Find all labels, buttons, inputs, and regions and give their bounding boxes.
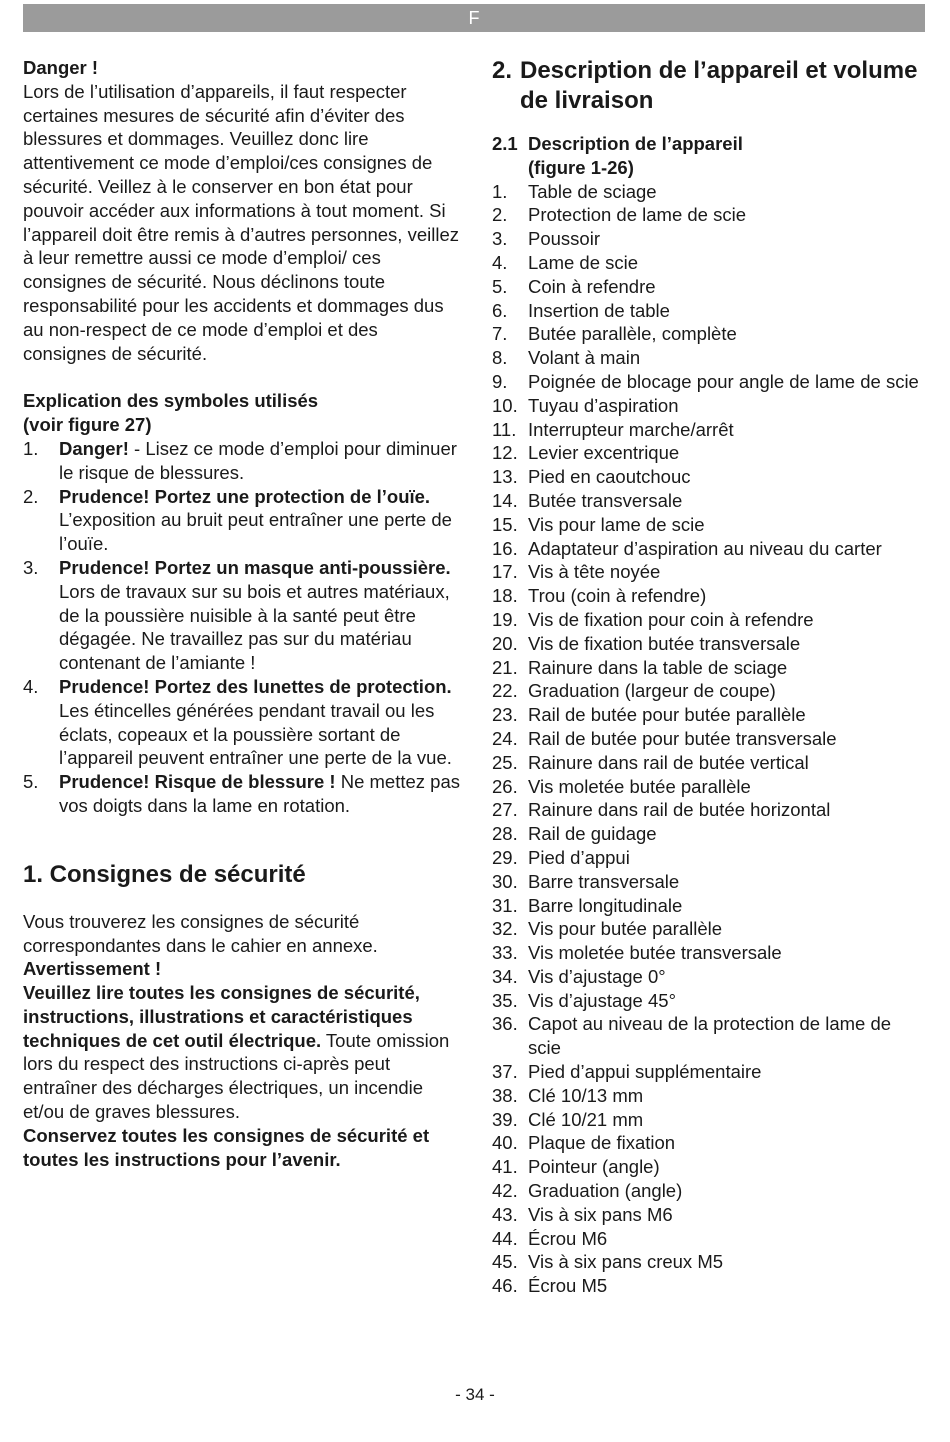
language-label: F xyxy=(468,8,480,28)
warning-paragraph xyxy=(23,981,463,1124)
symbol-number: 1. xyxy=(23,437,39,459)
parts-list-number: 35. xyxy=(492,989,518,1011)
parts-list-number: 31. xyxy=(492,894,518,916)
parts-list-number: 26. xyxy=(492,775,518,797)
parts-list-label: Graduation (largeur de coupe) xyxy=(528,680,776,702)
parts-list-item xyxy=(492,822,922,846)
symbol-number: 5. xyxy=(23,771,39,793)
parts-list-item xyxy=(492,1084,922,1108)
parts-list-label: Vis à six pans creux M5 xyxy=(528,1251,724,1273)
symbol-text: - Lisez ce mode d’emploi pour diminuer le risque de blessures. xyxy=(59,437,457,483)
parts-list-item xyxy=(492,1108,922,1132)
parts-list-number: 1. xyxy=(492,180,508,202)
symbol-text: Les étincelles générées pendant travail ou les éclats, copeaux et la poussière sortant de l’appareil peuvent entraîner une perte de la vue. xyxy=(59,699,452,769)
parts-list-item xyxy=(492,798,922,822)
symbol-number: 4. xyxy=(23,675,39,697)
parts-list-number: 3. xyxy=(492,228,508,250)
parts-list-item xyxy=(492,227,922,251)
parts-list-label: Rail de butée pour butée parallèle xyxy=(528,704,806,726)
parts-list-label: Vis pour lame de scie xyxy=(528,513,705,535)
parts-list-label: Clé 10/21 mm xyxy=(528,1108,644,1130)
parts-list-label: Capot au niveau de la protection de lame de scie xyxy=(528,1013,892,1059)
parts-list-number: 21. xyxy=(492,656,518,678)
parts-list-label: Tuyau d’aspiration xyxy=(528,394,679,416)
parts-list-item xyxy=(492,870,922,894)
parts-list-item xyxy=(492,346,922,370)
section-1-intro: Vous trouverez les consignes de sécurité correspondantes dans le cahier en annexe. xyxy=(23,910,378,956)
parts-list-label: Butée parallèle, complète xyxy=(528,323,737,345)
symbol-bold: Prudence! Portez des lunettes de protection. xyxy=(59,675,452,697)
parts-list-label: Rainure dans rail de butée horizontal xyxy=(528,799,831,821)
parts-list-number: 32. xyxy=(492,918,518,940)
parts-list-item xyxy=(492,679,922,703)
parts-list-item xyxy=(492,941,922,965)
parts-list-label: Rainure dans la table de sciage xyxy=(528,656,788,678)
parts-list-label: Insertion de table xyxy=(528,299,670,321)
parts-list-number: 34. xyxy=(492,965,518,987)
parts-list-number: 43. xyxy=(492,1203,518,1225)
symbol-item xyxy=(23,437,463,485)
parts-list-item xyxy=(492,632,922,656)
parts-list-item xyxy=(492,1131,922,1155)
parts-list-label: Graduation (angle) xyxy=(528,1180,683,1202)
parts-list-number: 5. xyxy=(492,275,508,297)
parts-list-label: Coin à refendre xyxy=(528,275,656,297)
symbols-title: Explication des symboles utilisés (voir figure 27) xyxy=(23,390,319,436)
parts-list-item xyxy=(492,489,922,513)
parts-list-number: 36. xyxy=(492,1013,518,1035)
parts-list-item xyxy=(492,560,922,584)
parts-list-item xyxy=(492,1203,922,1227)
warning-text: Toute omission lors du respect des instructions ci-après peut entraîner des décharges électriques, un incendie et/ou de graves blessures. xyxy=(23,1029,450,1123)
parts-list-label: Rail de guidage xyxy=(528,823,657,845)
parts-list-label: Pied d’appui xyxy=(528,846,630,868)
parts-list-number: 45. xyxy=(492,1251,518,1273)
parts-list-number: 37. xyxy=(492,1061,518,1083)
parts-list xyxy=(492,180,922,1298)
parts-list-item xyxy=(492,608,922,632)
parts-list-item xyxy=(492,1060,922,1084)
parts-list-label: Protection de lame de scie xyxy=(528,204,747,226)
parts-list-item xyxy=(492,441,922,465)
parts-list-label: Poignée de blocage pour angle de lame de scie xyxy=(528,370,919,392)
parts-list-item xyxy=(492,370,922,394)
parts-list-item xyxy=(492,299,922,323)
symbol-text: Lors de travaux sur su bois et autres matériaux, de la poussière nuisible à la santé peut être dégagée. Ne travaillez pas sur du matériau contenant de l’amiante ! xyxy=(59,580,450,674)
parts-list-number: 28. xyxy=(492,823,518,845)
parts-list-number: 30. xyxy=(492,870,518,892)
parts-list-label: Poussoir xyxy=(528,228,600,250)
symbol-item xyxy=(23,770,463,818)
parts-list-label: Lame de scie xyxy=(528,251,639,273)
parts-list-item xyxy=(492,203,922,227)
parts-list-item xyxy=(492,846,922,870)
parts-list-item xyxy=(492,703,922,727)
parts-list-number: 29. xyxy=(492,846,518,868)
parts-list-number: 33. xyxy=(492,942,518,964)
parts-list-number: 4. xyxy=(492,251,508,273)
subsection-2-1-heading xyxy=(492,132,922,180)
parts-list-label: Écrou M5 xyxy=(528,1275,608,1297)
parts-list-item xyxy=(492,965,922,989)
parts-list-number: 6. xyxy=(492,299,508,321)
parts-list-item xyxy=(492,465,922,489)
parts-list-item xyxy=(492,917,922,941)
parts-list-label: Levier excentrique xyxy=(528,442,680,464)
parts-list-item xyxy=(492,727,922,751)
parts-list-item xyxy=(492,656,922,680)
parts-list-label: Volant à main xyxy=(528,347,641,369)
parts-list-number: 40. xyxy=(492,1132,518,1154)
parts-list-item xyxy=(492,1250,922,1274)
parts-list-number: 41. xyxy=(492,1156,518,1178)
symbol-item xyxy=(23,556,463,675)
parts-list-item xyxy=(492,1012,922,1060)
parts-list-item xyxy=(492,537,922,561)
right-column xyxy=(492,56,922,1298)
symbol-bold: Danger! xyxy=(59,437,129,459)
page-number: - 34 - xyxy=(455,1385,495,1404)
parts-list-label: Vis de fixation butée transversale xyxy=(528,632,801,654)
parts-list-label: Vis d’ajustage 0° xyxy=(528,965,666,987)
parts-list-label: Barre transversale xyxy=(528,870,680,892)
parts-list-label: Barre longitudinale xyxy=(528,894,683,916)
parts-list-item xyxy=(492,584,922,608)
parts-list-label: Pied d’appui supplémentaire xyxy=(528,1061,762,1083)
parts-list-number: 8. xyxy=(492,347,508,369)
symbol-bold: Prudence! Portez une protection de l’ouïe. xyxy=(59,485,431,507)
subsection-title: Description de l’appareil (figure 1-26) xyxy=(528,133,743,178)
parts-list-label: Vis d’ajustage 45° xyxy=(528,989,676,1011)
parts-list-number: 10. xyxy=(492,394,518,416)
parts-list-number: 25. xyxy=(492,751,518,773)
parts-list-label: Vis moletée butée transversale xyxy=(528,942,782,964)
parts-list-number: 14. xyxy=(492,489,518,511)
parts-list-label: Pointeur (angle) xyxy=(528,1156,660,1178)
parts-list-number: 44. xyxy=(492,1227,518,1249)
symbol-text: L’exposition au bruit peut entraîner une perte de l’ouïe. xyxy=(59,509,452,555)
parts-list-item xyxy=(492,251,922,275)
parts-list-label: Vis pour butée parallèle xyxy=(528,918,723,940)
parts-list-number: 18. xyxy=(492,585,518,607)
parts-list-item xyxy=(492,1179,922,1203)
parts-list-item xyxy=(492,275,922,299)
parts-list-number: 39. xyxy=(492,1108,518,1130)
warning-bold: Veuillez lire toutes les consignes de sécurité, instructions, illustrations et caractéristiques techniques de cet outil électrique. xyxy=(23,982,420,1051)
parts-list-item xyxy=(492,989,922,1013)
parts-list-number: 23. xyxy=(492,704,518,726)
parts-list-number: 19. xyxy=(492,608,518,630)
parts-list-number: 13. xyxy=(492,466,518,488)
parts-list-item xyxy=(492,1227,922,1251)
parts-list-item xyxy=(492,751,922,775)
parts-list-number: 46. xyxy=(492,1275,518,1297)
parts-list-item xyxy=(492,894,922,918)
parts-list-number: 38. xyxy=(492,1084,518,1106)
symbol-number: 3. xyxy=(23,556,39,578)
parts-list-item xyxy=(492,394,922,418)
parts-list-number: 2. xyxy=(492,204,508,226)
warning-title: Avertissement ! xyxy=(23,958,162,980)
parts-list-item xyxy=(492,1155,922,1179)
parts-list-number: 11. xyxy=(492,418,517,440)
parts-list-item xyxy=(492,775,922,799)
parts-list-label: Table de sciage xyxy=(528,180,657,202)
parts-list-label: Écrou M6 xyxy=(528,1227,608,1249)
symbol-item xyxy=(23,675,463,770)
parts-list-label: Clé 10/13 mm xyxy=(528,1084,644,1106)
left-column xyxy=(23,56,463,1171)
parts-list-label: Pied en caoutchouc xyxy=(528,466,691,488)
parts-list-number: 42. xyxy=(492,1180,518,1202)
parts-list-label: Plaque de fixation xyxy=(528,1132,676,1154)
parts-list-item xyxy=(492,180,922,204)
parts-list-item xyxy=(492,1274,922,1298)
parts-list-label: Rail de butée pour butée transversale xyxy=(528,727,837,749)
keep-instructions: Conservez toutes les consignes de sécurité et toutes les instructions pour l’avenir. xyxy=(23,1124,430,1170)
section-2-number: 2. xyxy=(492,57,513,84)
parts-list-number: 24. xyxy=(492,727,518,749)
parts-list-label: Rainure dans rail de butée vertical xyxy=(528,751,809,773)
parts-list-item xyxy=(492,322,922,346)
symbols-list xyxy=(23,437,463,818)
danger-title: Danger ! xyxy=(23,57,99,78)
subsection-number: 2.1 xyxy=(492,133,518,154)
parts-list-label: Butée transversale xyxy=(528,489,683,511)
symbol-bold: Prudence! Portez un masque anti-poussière. xyxy=(59,556,451,578)
parts-list-number: 20. xyxy=(492,632,518,654)
parts-list-number: 17. xyxy=(492,561,518,583)
section-2-heading xyxy=(492,56,922,116)
parts-list-number: 12. xyxy=(492,442,518,464)
parts-list-label: Vis à six pans M6 xyxy=(528,1203,673,1225)
parts-list-number: 15. xyxy=(492,513,518,535)
parts-list-label: Vis moletée butée parallèle xyxy=(528,775,751,797)
parts-list-number: 7. xyxy=(492,323,508,345)
symbol-item xyxy=(23,485,463,556)
parts-list-number: 16. xyxy=(492,537,518,559)
parts-list-number: 9. xyxy=(492,370,508,392)
section-1-title: 1. Consignes de sécurité xyxy=(23,860,306,888)
parts-list-label: Adaptateur d’aspiration au niveau du carter xyxy=(528,537,882,559)
danger-text: Lors de l’utilisation d’appareils, il faut respecter certaines mesures de sécurité afin d’éviter des blessures et dommages. Veuillez donc lire attentivement ce mode d’emploi/ces consignes de sécurité. Veillez à le conserver en bon état pour pouvoir accéder aux informations à tout moment. Si l’appareil doit être remis à d’autres personnes, veillez à leur remettre aussi ce mode d’emploi/ ces consignes de sécurité. Nous déclinons toute responsabilité pour les accidents et dommages dus au non-respect de ce mode d’emploi et des consignes de sécurité. xyxy=(23,80,459,364)
section-2-title: Description de l’appareil et volume de livraison xyxy=(520,57,918,114)
parts-list-label: Trou (coin à refendre) xyxy=(528,585,707,607)
parts-list-item xyxy=(492,418,922,442)
parts-list-number: 22. xyxy=(492,680,518,702)
parts-list-item xyxy=(492,513,922,537)
parts-list-label: Vis à tête noyée xyxy=(528,561,661,583)
symbol-number: 2. xyxy=(23,485,39,507)
parts-list-number: 27. xyxy=(492,799,518,821)
page-header-bar xyxy=(23,4,925,32)
symbol-bold: Prudence! Risque de blessure ! xyxy=(59,771,336,793)
parts-list-label: Vis de fixation pour coin à refendre xyxy=(528,608,814,630)
parts-list-label: Interrupteur marche/arrêt xyxy=(528,418,734,440)
symbol-text: Ne mettez pas vos doigts dans la lame en rotation. xyxy=(59,771,460,816)
